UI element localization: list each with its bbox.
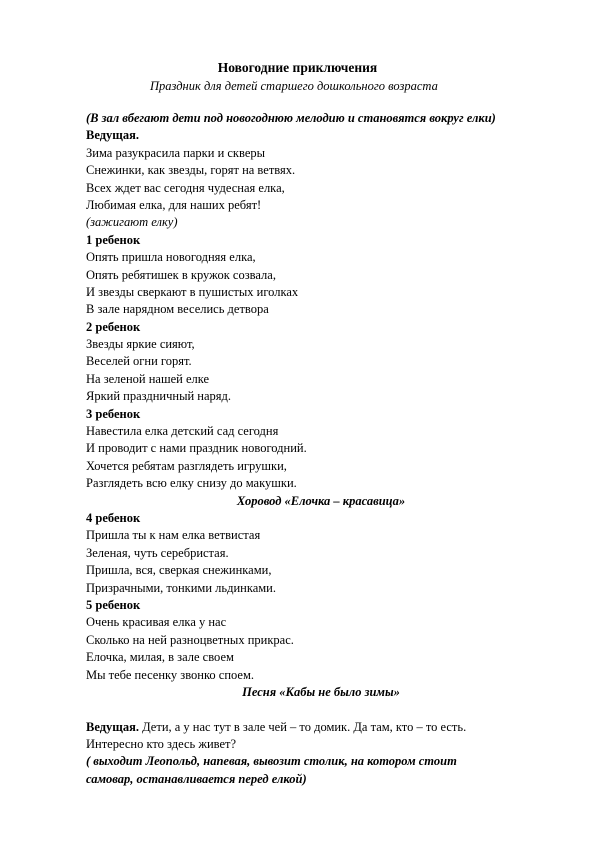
role-label-host-2: Ведущая.: [86, 719, 139, 734]
verse-line: Хочется ребятам разглядеть игрушки,: [86, 458, 287, 473]
stage-direction-final: ( выходит Леопольд, напевая, вывозит столик, на котором стоит: [86, 754, 457, 769]
verse-line: В зале нарядном веселись детвора: [86, 302, 269, 317]
role-label-host: Ведущая.: [86, 128, 139, 143]
verse-line: Сколько на ней разноцветных прикрас.: [86, 632, 294, 647]
role-label-child-5: 5 ребенок: [86, 597, 141, 612]
role-label-child-2: 2 ребенок: [86, 319, 141, 334]
stage-direction-final: самовар, останавливается перед елкой): [86, 771, 307, 786]
number-round-dance: Хоровод «Елочка – красавица»: [236, 493, 406, 508]
verse-line: Зеленая, чуть серебристая.: [86, 545, 229, 560]
document-title: Новогодние приключения: [217, 60, 378, 75]
role-label-child-1: 1 ребенок: [86, 232, 141, 247]
verse-line: Зима разукрасила парки и скверы: [86, 145, 266, 160]
role-label-child-3: 3 ребенок: [86, 406, 141, 421]
stage-direction-intro: (В зал вбегают дети под новогоднюю мелодию и становятся вокруг елки): [86, 111, 496, 125]
host-speech-line: [86, 719, 556, 736]
verse-line: Елочка, милая, в зале своем: [86, 650, 234, 665]
verse-line: Пришла ты к нам елка ветвистая: [86, 528, 261, 543]
verse-line: Всех ждет вас сегодня чудесная елка,: [86, 180, 285, 195]
paragraph-gap: [86, 701, 556, 718]
verse-line: Любимая елка, для наших ребят!: [86, 197, 262, 212]
verse-line: Веселей огни горят.: [86, 354, 192, 369]
verse-line: Разглядеть всю елку снизу до макушки.: [86, 476, 297, 491]
verse-line: Мы тебе песенку звонко споем.: [86, 667, 255, 682]
number-song: Песня «Кабы не было зимы»: [242, 684, 400, 699]
verse-line: Опять ребятишек в кружок созвала,: [86, 267, 276, 282]
verse-line: И проводит с нами праздник новогодний.: [86, 441, 307, 456]
verse-line: Призрачными, тонкими льдинками.: [86, 580, 276, 595]
verse-line: Яркий праздничный наряд.: [86, 389, 232, 404]
stage-direction-light-tree: (зажигают елку): [86, 215, 178, 230]
verse-line: Навестила елка детский сад сегодня: [86, 424, 279, 439]
script-body: [86, 110, 556, 788]
verse-line: Снежинки, как звезды, горят на ветвях.: [86, 163, 296, 178]
verse-line: На зеленой нашей елке: [86, 371, 210, 386]
document-subtitle: Праздник для детей старшего дошкольного возраста: [150, 79, 438, 93]
verse-line: И звезды сверкают в пушистых иголках: [86, 284, 299, 299]
role-label-child-4: 4 ребенок: [86, 510, 141, 525]
verse-line: Опять пришла новогодняя елка,: [86, 250, 256, 265]
verse-line: Пришла, вся, сверкая снежинками,: [86, 563, 272, 578]
host-speech-line-2: Интересно кто здесь живет?: [86, 737, 237, 752]
host-speech-text: Дети, а у нас тут в зале чей – то домик. Да там, кто – то есть.: [139, 719, 467, 734]
verse-line: Звезды яркие сияют,: [86, 337, 195, 352]
verse-line: Очень красивая елка у нас: [86, 615, 227, 630]
